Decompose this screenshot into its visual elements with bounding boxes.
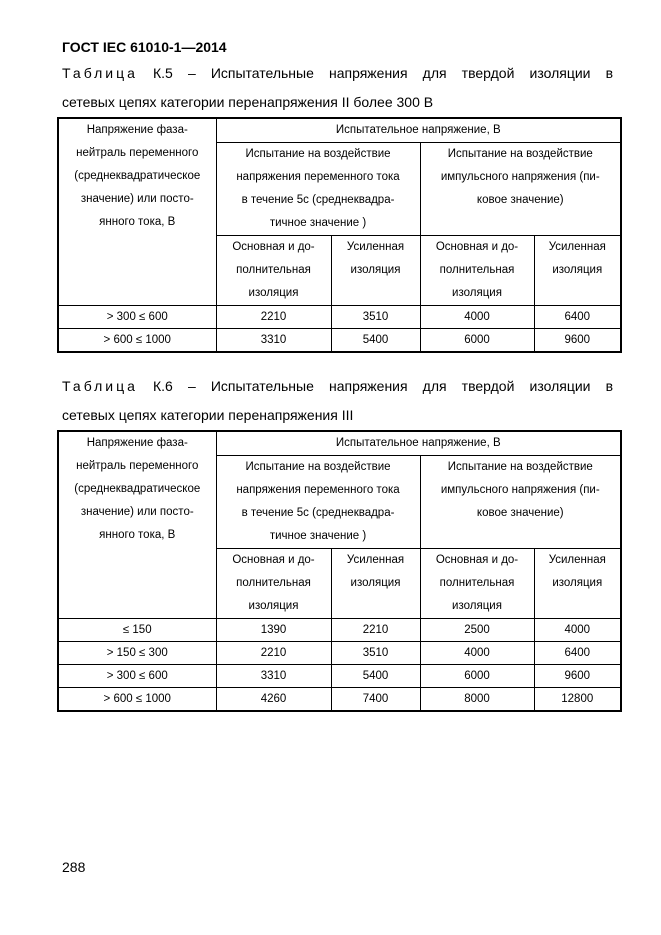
test-voltage-header: Испытательное напряжение, В [216,118,621,143]
cell-value: 9600 [534,329,621,353]
cell-value: 4000 [420,306,534,329]
sub-basic-header: Основная и до- полнительная изоляция [420,236,534,306]
row-label: > 300 ≤ 600 [58,306,216,329]
col-header-voltage: Напряжение фаза- нейтраль переменного (среднеквадратическое значение) или посто- янного тока, В [58,431,216,619]
caption-line2: сетевых цепях категории перенапряжения III [62,407,354,423]
cell-value: 1390 [216,619,331,642]
cell-value: 4260 [216,688,331,712]
sub-reinforced-header: Усиленная изоляция [331,236,420,306]
table-row [58,306,621,329]
row-label: ≤ 150 [58,619,216,642]
cell-value: 7400 [331,688,420,712]
page-number: 288 [62,859,86,875]
cell-value: 8000 [420,688,534,712]
cell-value: 2500 [420,619,534,642]
ac-test-header: Испытание на воздействие напряжения переменного тока в течение 5с (среднеквадра- тичное значение ) [216,456,420,549]
caption-prefix: Таблица [62,65,138,81]
cell-value: 4000 [420,642,534,665]
row-label: > 600 ≤ 1000 [58,329,216,353]
caption-line2: сетевых цепях категории перенапряжения II более 300 В [62,94,434,110]
sub-basic-header: Основная и до- полнительная изоляция [420,549,534,619]
cell-value: 2210 [331,619,420,642]
caption-prefix: Таблица [62,378,138,394]
cell-value: 3510 [331,642,420,665]
row-label: > 150 ≤ 300 [58,642,216,665]
table-row [58,688,621,712]
sub-reinforced-header: Усиленная изоляция [534,236,621,306]
cell-value: 2210 [216,642,331,665]
sub-reinforced-header: Усиленная изоляция [331,549,420,619]
caption-line1: К.5 – Испытательные напряжения для твердой изоляции в [153,65,614,81]
table-row [58,329,621,353]
table-k5 [57,117,622,353]
impulse-test-header: Испытание на воздействие импульсного напряжения (пи- ковое значение) [420,456,621,549]
cell-value: 2210 [216,306,331,329]
row-label: > 300 ≤ 600 [58,665,216,688]
cell-value: 4000 [534,619,621,642]
col-header-voltage: Напряжение фаза- нейтраль переменного (среднеквадратическое значение) или посто- янного тока, В [58,118,216,306]
cell-value: 3310 [216,665,331,688]
sub-basic-header: Основная и до- полнительная изоляция [216,236,331,306]
table-k6 [57,430,622,712]
sub-reinforced-header: Усиленная изоляция [534,549,621,619]
table-k6-caption [62,372,613,430]
cell-value: 6400 [534,306,621,329]
cell-value: 3310 [216,329,331,353]
cell-value: 6000 [420,329,534,353]
document-header: ГОСТ IEC 61010-1—2014 [62,39,227,55]
table-row [58,642,621,665]
cell-value: 12800 [534,688,621,712]
table-k5-caption [62,59,613,117]
cell-value: 5400 [331,329,420,353]
sub-basic-header: Основная и до- полнительная изоляция [216,549,331,619]
ac-test-header: Испытание на воздействие напряжения переменного тока в течение 5с (среднеквадра- тичное значение ) [216,143,420,236]
cell-value: 3510 [331,306,420,329]
test-voltage-header: Испытательное напряжение, В [216,431,621,456]
impulse-test-header: Испытание на воздействие импульсного напряжения (пи- ковое значение) [420,143,621,236]
cell-value: 9600 [534,665,621,688]
cell-value: 6000 [420,665,534,688]
cell-value: 5400 [331,665,420,688]
table-row [58,619,621,642]
cell-value: 6400 [534,642,621,665]
table-row [58,665,621,688]
row-label: > 600 ≤ 1000 [58,688,216,712]
caption-line1: К.6 – Испытательные напряжения для твердой изоляции в [153,378,614,394]
